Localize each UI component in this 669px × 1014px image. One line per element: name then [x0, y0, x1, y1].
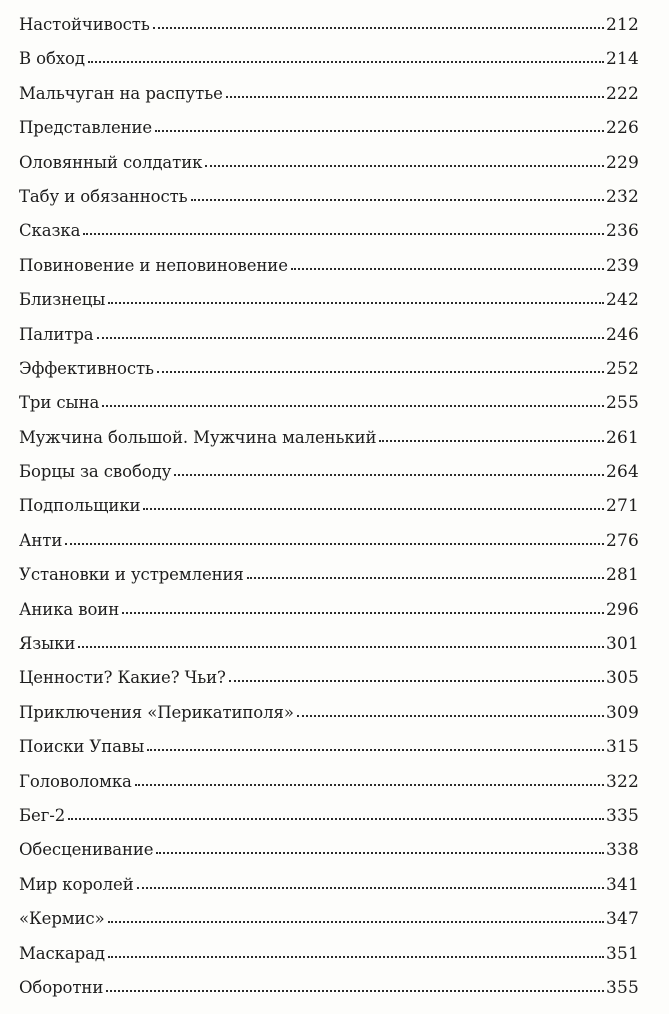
- toc-entry-page: 246: [605, 324, 639, 345]
- toc-entry-page: 309: [605, 702, 639, 723]
- toc-entry-page: 347: [605, 909, 639, 930]
- toc-entry-title: Головоломка: [19, 771, 132, 791]
- toc-entry-page: 281: [605, 565, 639, 586]
- toc-entry: [19, 530, 639, 567]
- dot-leader: [108, 920, 604, 923]
- toc-entry: [19, 842, 639, 876]
- toc-entry: [19, 567, 639, 601]
- toc-entry: [19, 702, 639, 739]
- dot-leader: [135, 783, 604, 786]
- dot-leader: [247, 576, 604, 579]
- toc-entry: [19, 324, 639, 361]
- dot-leader: [174, 473, 604, 476]
- toc-entry-title: Близнецы: [19, 290, 106, 310]
- toc-entry-title: Бег-2: [19, 805, 66, 825]
- toc-entry: [19, 83, 639, 120]
- toc-entry: [19, 874, 639, 911]
- toc-entry: [19, 51, 639, 85]
- toc-entry: [19, 670, 639, 704]
- toc-entry-title: Ценности? Какие? Чьи?: [19, 668, 226, 688]
- toc-entry-title: «Кермис»: [19, 909, 105, 929]
- toc-entry-title: Оборотни: [19, 977, 104, 997]
- dot-leader: [229, 679, 604, 682]
- dot-leader: [122, 611, 604, 614]
- toc-entry: [19, 771, 639, 808]
- toc-entry-title: В обход: [19, 49, 85, 69]
- toc-entry-title: Оловянный солдатик: [19, 152, 203, 172]
- toc-entry-title: Мужчина большой. Мужчина маленький: [19, 427, 377, 447]
- dot-leader: [97, 336, 604, 339]
- toc-entry-page: 341: [605, 874, 639, 895]
- toc-entry-page: 271: [605, 496, 639, 517]
- toc-entry-title: Сказка: [19, 221, 81, 241]
- dot-leader: [83, 232, 604, 235]
- toc-entry-page: 355: [605, 977, 639, 998]
- toc-entry-page: 322: [605, 771, 639, 792]
- dot-leader: [157, 370, 604, 373]
- toc-entry: [19, 427, 639, 464]
- dot-leader: [68, 817, 604, 820]
- toc-entry-page: 335: [605, 805, 639, 826]
- toc-entry-page: 296: [605, 599, 639, 620]
- toc-entry: [19, 120, 639, 154]
- toc-entry: [19, 977, 639, 1014]
- toc-entry: [19, 395, 639, 429]
- toc-entry: [19, 943, 639, 980]
- toc-entry-title: Подпольщики: [19, 496, 141, 516]
- dot-leader: [106, 989, 604, 992]
- toc-entry-title: Анти: [19, 530, 63, 550]
- toc-entry: [19, 17, 639, 51]
- toc-entry-page: 222: [605, 83, 639, 104]
- toc-entry-page: 261: [605, 427, 639, 448]
- toc-entry-page: 242: [605, 290, 639, 311]
- toc-entry: [19, 739, 639, 773]
- toc-entry-page: 315: [605, 737, 639, 758]
- dot-leader: [153, 26, 604, 29]
- toc-entry-page: 276: [605, 530, 639, 551]
- toc-entry-title: Табу и обязанность: [19, 186, 188, 206]
- toc-entry-title: Настойчивость: [19, 15, 150, 34]
- toc-entry-title: Приключения «Перикатиполя»: [19, 702, 294, 722]
- toc-entry-page: 252: [605, 358, 639, 379]
- toc-entry: [19, 255, 639, 292]
- dot-leader: [291, 267, 604, 270]
- toc-entry-page: 305: [605, 668, 639, 689]
- dot-leader: [155, 129, 604, 132]
- toc-entry: [19, 636, 639, 670]
- toc-entry-page: 255: [605, 393, 639, 414]
- dot-leader: [88, 60, 604, 63]
- toc-entry-title: Поиски Упавы: [19, 737, 145, 757]
- toc-entry-page: 214: [605, 49, 639, 70]
- dot-leader: [205, 164, 604, 167]
- dot-leader: [379, 439, 604, 442]
- toc-entry-page: 239: [605, 255, 639, 276]
- dot-leader: [226, 95, 604, 98]
- toc-entry: [19, 292, 639, 326]
- dot-leader: [78, 645, 604, 648]
- toc-entry-title: Аника воин: [19, 599, 120, 619]
- toc-entry: [19, 152, 639, 189]
- toc-entry-title: Языки: [19, 634, 76, 654]
- toc-entry-title: Палитра: [19, 324, 94, 344]
- toc-entry-title: Маскарад: [19, 943, 105, 963]
- toc-entry: [19, 498, 639, 532]
- toc-entry-title: Повиновение и неповиновение: [19, 255, 288, 275]
- toc-entry: [19, 911, 639, 945]
- toc-entry-page: 212: [605, 15, 639, 35]
- toc-entry-title: Мир королей: [19, 874, 134, 894]
- toc-entry-page: 226: [605, 118, 639, 139]
- dot-leader: [156, 851, 604, 854]
- toc-entry-title: Представление: [19, 118, 153, 138]
- toc-entry-title: Обесценивание: [19, 840, 154, 860]
- toc-entry: [19, 805, 639, 842]
- toc-entry-page: 236: [605, 221, 639, 242]
- dot-leader: [65, 542, 604, 545]
- dot-leader: [143, 507, 604, 510]
- toc-entry-page: 351: [605, 943, 639, 964]
- toc-entry-title: Три сына: [19, 393, 100, 413]
- dot-leader: [147, 748, 604, 751]
- dot-leader: [297, 714, 604, 717]
- dot-leader: [191, 198, 604, 201]
- table-of-contents: [19, 17, 639, 1014]
- dot-leader: [108, 955, 604, 958]
- toc-entry-title: Эффективность: [19, 358, 154, 378]
- toc-entry: [19, 223, 639, 257]
- toc-entry: [19, 464, 639, 498]
- toc-entry-page: 264: [605, 462, 639, 483]
- toc-entry-page: 338: [605, 840, 639, 861]
- dot-leader: [137, 886, 604, 889]
- toc-entry-page: 232: [605, 186, 639, 207]
- toc-entry-page: 301: [605, 634, 639, 655]
- dot-leader: [108, 301, 604, 304]
- dot-leader: [102, 404, 604, 407]
- toc-entry-title: Установки и устремления: [19, 565, 244, 585]
- toc-entry: [19, 599, 639, 636]
- toc-entry: [19, 358, 639, 395]
- toc-entry-title: Мальчуган на распутье: [19, 83, 223, 103]
- toc-entry-page: 229: [605, 152, 639, 173]
- toc-entry-title: Борцы за свободу: [19, 462, 172, 482]
- toc-entry: [19, 186, 639, 223]
